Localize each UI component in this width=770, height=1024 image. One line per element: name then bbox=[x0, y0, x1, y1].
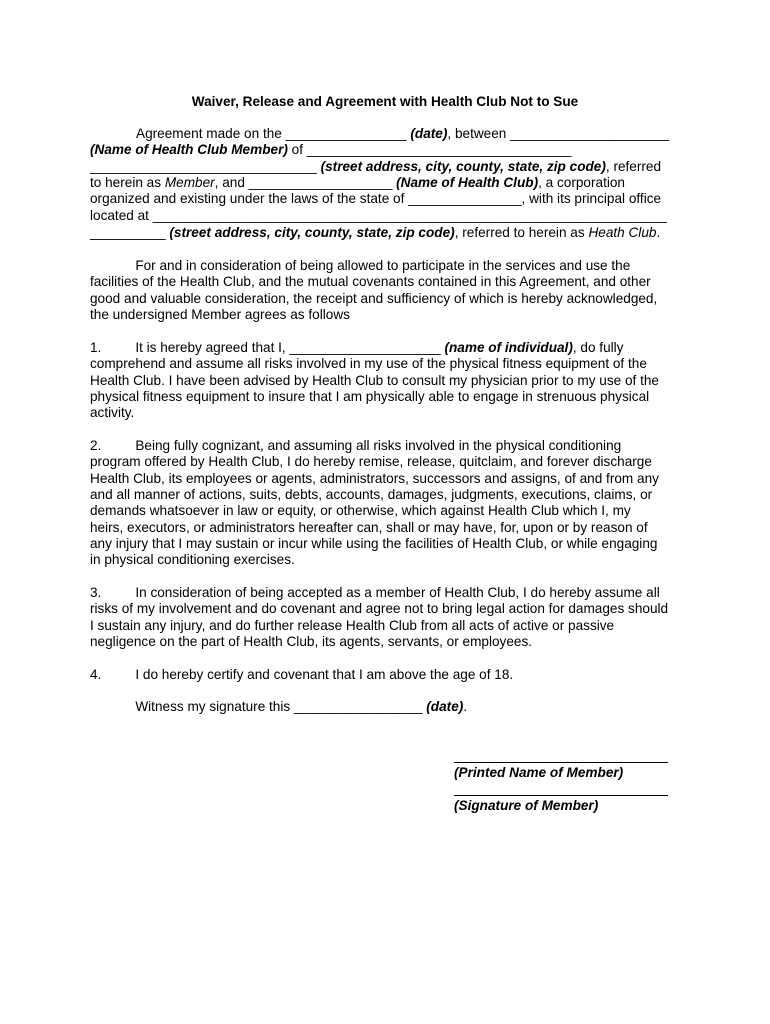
consideration-line: the undersigned Member agrees as follows bbox=[90, 307, 350, 322]
clause-2-line: Health Club, its employees or agents, administrators, successors and assigns, of and from any bbox=[90, 471, 659, 486]
clause-1-line: physical fitness equipment to insure that I am physically able to engage in strenuous physical bbox=[90, 389, 650, 404]
intro-line-7 bbox=[90, 225, 660, 241]
consideration-line: For and in consideration of being allowed to participate in the services and use the bbox=[90, 258, 631, 273]
club-term: Heath Club bbox=[588, 225, 657, 240]
clause-2-line: program offered by Health Club, I do hereby remise, release, quitclaim, and forever discharge bbox=[90, 454, 652, 469]
club-name-label: (Name of Health Club) bbox=[396, 175, 539, 190]
intro-text: , referred bbox=[605, 159, 662, 174]
intro-text: , and ___________________ bbox=[214, 175, 397, 190]
date-label: (date) bbox=[410, 126, 448, 141]
clause-1-line: activity. bbox=[90, 405, 135, 420]
clause-3-line: I sustain any injury, and do further release Health Club from all acts of active or passive bbox=[90, 618, 615, 633]
consideration-line: good and valuable consideration, the receipt and sufficiency of which is hereby acknowledged, bbox=[90, 291, 658, 306]
consideration-line: facilities of the Health Club, and the mutual covenants contained in this Agreement, and other bbox=[90, 274, 651, 289]
signature-line[interactable] bbox=[454, 795, 668, 796]
printed-name-label: (Printed Name of Member) bbox=[454, 765, 624, 780]
clause-1-line: Health Club. I have been advised by Health Club to consult my physician prior to my use of the bbox=[90, 373, 659, 388]
address-label: (street address, city, county, state, zip code) bbox=[320, 159, 606, 174]
witness-line bbox=[90, 699, 467, 715]
clause-2-line: heirs, executors, or administrators hereafter can, shall or may have, for, upon or by reason of bbox=[90, 520, 648, 535]
intro-line-2 bbox=[90, 142, 571, 158]
intro-line-1 bbox=[136, 126, 669, 142]
clause-3-line: risks of my involvement and do covenant and agree not to bring legal action for damages should bbox=[90, 601, 669, 616]
intro-text: , referred to herein as bbox=[454, 225, 589, 240]
clause-2-line: demands whatsoever in law or equity, or otherwise, which against Health Club which I, my bbox=[90, 503, 631, 518]
intro-text: Agreement made on the ________________ bbox=[136, 126, 411, 141]
intro-line-3 bbox=[90, 159, 661, 175]
clause-3-line: negligence on the part of Health Club, its agents, servants, or employees. bbox=[90, 634, 533, 649]
signature-label: (Signature of Member) bbox=[454, 798, 599, 813]
witness-text: . bbox=[463, 699, 468, 714]
clause-text: 1. It is hereby agreed that I, ____________________ bbox=[90, 340, 445, 355]
intro-text: of ___________________________________ bbox=[287, 142, 572, 157]
witness-date-label: (date) bbox=[426, 699, 464, 714]
clause-text: , do fully bbox=[572, 340, 624, 355]
member-name-label: (Name of Health Club Member) bbox=[90, 142, 288, 157]
clause-1-line: comprehend and assume all risks involved in my use of the physical fitness equipment of the bbox=[90, 356, 647, 371]
clause-2-line: 2. Being fully cognizant, and assuming all risks involved in the physical conditioning bbox=[90, 438, 622, 453]
witness-text: Witness my signature this _________________ bbox=[90, 699, 427, 714]
member-term: Member bbox=[164, 175, 215, 190]
document-title: Waiver, Release and Agreement with Health Club Not to Sue bbox=[191, 94, 579, 109]
intro-line-4 bbox=[90, 175, 625, 191]
address-label: (street address, city, county, state, zip code) bbox=[169, 225, 455, 240]
clause-3-line: 3. In consideration of being accepted as a member of Health Club, I do hereby assume all bbox=[90, 585, 660, 600]
clause-2-line: in physical conditioning exercises. bbox=[90, 552, 295, 567]
intro-text: , between _____________________ bbox=[447, 126, 669, 141]
printed-name-line[interactable] bbox=[454, 762, 668, 763]
intro-text: , a corporation bbox=[538, 175, 625, 190]
intro-text: ______________________________ bbox=[90, 159, 321, 174]
clause-1-line bbox=[90, 340, 623, 356]
intro-text: . bbox=[656, 225, 661, 240]
intro-text: to herein as bbox=[90, 175, 165, 190]
clause-2-line: any injury that I may sustain or incur while using the facilities of Health Club, or while engaging bbox=[90, 536, 658, 551]
clause-4-line: 4. I do hereby certify and covenant that I am above the age of 18. bbox=[90, 667, 514, 682]
clause-2-line: and all manner of actions, suits, debts, accounts, damages, judgments, executions, claims, or bbox=[90, 487, 653, 502]
individual-name-label: (name of individual) bbox=[444, 340, 573, 355]
intro-line-5: organized and existing under the laws of the state of _______________, with its principal office bbox=[90, 191, 662, 206]
intro-line-6: located at ____________________________________________________________________ bbox=[90, 208, 667, 223]
intro-text: __________ bbox=[90, 225, 170, 240]
